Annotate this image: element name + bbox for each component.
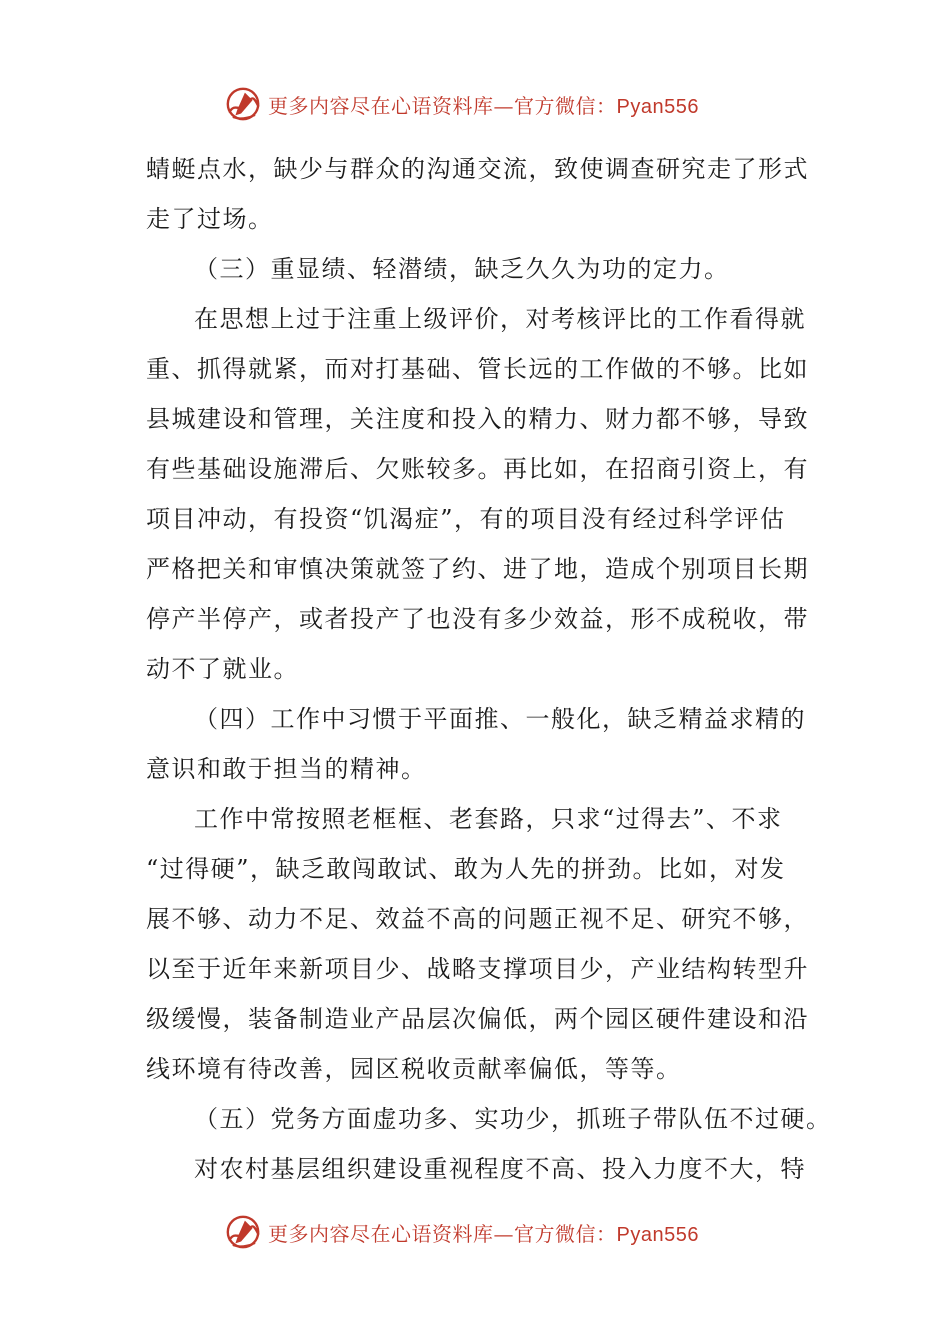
watermark-banner-top [224,82,724,126]
watermark-text [268,1218,699,1247]
pen-signature-logo-icon [224,85,262,123]
text-line: “过得硬”，缺乏敢闯敢试、敢为人先的拼劲。比如，对发 [146,855,786,883]
text-line: 线环境有待改善，园区税收贡献率偏低，等等。 [146,1055,682,1083]
watermark-wechat-id: Pyan556 [616,95,699,118]
watermark-banner-bottom [224,1210,724,1254]
document-body [146,144,832,1194]
watermark-wechat-label: 官方微信： [514,93,617,118]
text-line: 级缓慢，装备制造业产品层次偏低，两个园区硬件建设和沿 [146,1005,809,1033]
text-line: 以至于近年来新项目少、战略支撑项目少，产业结构转型升 [146,955,809,983]
watermark-separator: — [493,93,514,118]
watermark-wechat-label: 官方微信： [514,1221,617,1246]
section-heading-5: （五）党务方面虚功多、实功少，抓班子带队伍不过硬。 [194,1105,832,1133]
text-line: 严格把关和审慎决策就签了约、进了地，造成个别项目长期 [146,555,809,583]
watermark-main: 更多内容尽在心语资料库 [268,93,494,118]
text-line: 意识和敢于担当的精神。 [146,755,427,783]
text-line: 有些基础设施滞后、欠账较多。再比如，在招商引资上，有 [146,455,809,483]
text-line: 展不够、动力不足、效益不高的问题正视不足、研究不够， [146,905,809,933]
watermark-wechat-id: Pyan556 [616,1223,699,1246]
text-line: 在思想上过于注重上级评价，对考核评比的工作看得就 [194,305,806,333]
text-line: 蜻蜓点水，缺少与群众的沟通交流，致使调查研究走了形式 [146,155,809,183]
text-line: 重、抓得就紧，而对打基础、管长远的工作做的不够。比如 [146,355,809,383]
pen-signature-logo-icon [224,1213,262,1251]
text-line: 对农村基层组织建设重视程度不高、投入力度不大，特 [194,1155,806,1183]
text-line: 走了过场。 [146,205,274,233]
text-line: 县城建设和管理，关注度和投入的精力、财力都不够，导致 [146,405,809,433]
watermark-main: 更多内容尽在心语资料库 [268,1221,494,1246]
text-line: 动不了就业。 [146,655,299,683]
text-line: 项目冲动，有投资“饥渴症”，有的项目没有经过科学评估 [146,505,786,533]
watermark-separator: — [493,1221,514,1246]
watermark-text [268,90,699,119]
section-heading-3: （三）重显绩、轻潜绩，缺乏久久为功的定力。 [194,255,730,283]
text-line: 工作中常按照老框框、老套路，只求“过得去”、不求 [194,805,783,833]
text-line: 停产半停产，或者投产了也没有多少效益，形不成税收，带 [146,605,809,633]
section-heading-4: （四）工作中习惯于平面推、一般化，缺乏精益求精的 [194,705,806,733]
